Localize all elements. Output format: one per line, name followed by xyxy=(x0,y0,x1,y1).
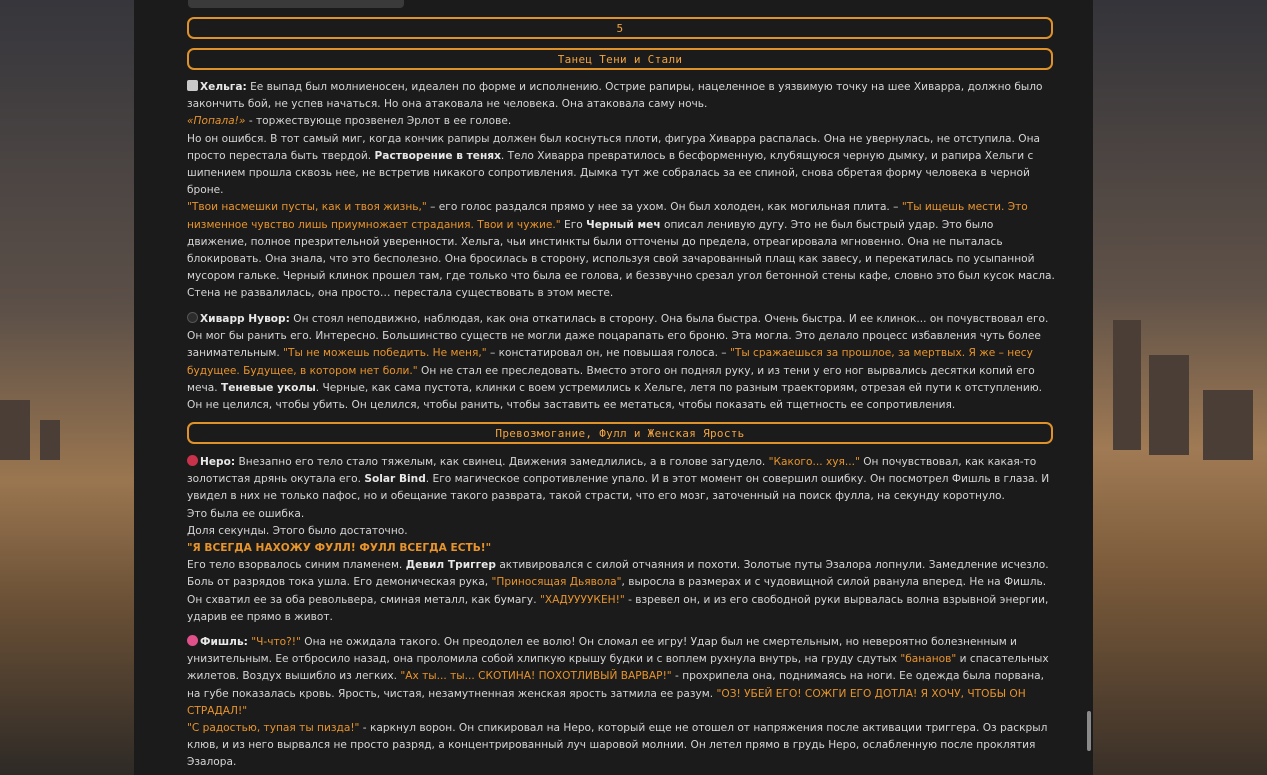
skill-name: Растворение в тенях xyxy=(374,149,501,162)
paragraph xyxy=(187,79,1055,113)
quote: "Ты ищешь мести. Это низменное чувство лишь приумножает страдания. Твои и чужие." xyxy=(187,201,1028,231)
quote: "Ты сражаешься за прошлое, за мертвых. Я же – несу будущее. Будущее, в котором нет боли." xyxy=(187,347,1033,377)
section-number-header xyxy=(187,17,1053,39)
devil-face-icon xyxy=(187,455,198,466)
text: . Черные, как сама пустота, клинки с воем устремились к Хельге, летя по разным траекториям, отрезая ей пути к отступлению. Он не целился, чтобы убить. Он целился, чтобы ранить, чтобы заставить ее метаться, чтобы показать ей тщетность ее сопротивления. xyxy=(187,381,1043,412)
paragraph xyxy=(187,131,1055,200)
text: Он почувствовал, как какая-то золотистая дрянь окутала его. xyxy=(187,456,1037,486)
background-left xyxy=(0,0,134,775)
paragraph xyxy=(187,634,1055,720)
paragraph: Это была ее ошибка. xyxy=(187,507,305,520)
background-rock xyxy=(1203,390,1253,460)
message-block-hivarr xyxy=(187,311,1055,414)
paragraph xyxy=(187,557,1055,626)
message-block-nero xyxy=(187,454,1055,626)
quote: "ХАДУУУУКЕН!" xyxy=(539,593,625,606)
quote: "С радостью, тупая ты пизда!" xyxy=(187,722,360,735)
text: Его тело взорвалось синим пламенем. xyxy=(187,559,406,572)
quote: "Я ВСЕГДА НАХОЖУ ФУЛЛ! ФУЛЛ ВСЕГДА ЕСТЬ!" xyxy=(187,542,492,555)
quote: "Ч-что?!" xyxy=(251,636,301,648)
text: и спасательных жилетов. Воздух вышибло из легких. xyxy=(187,653,1049,683)
section-title: Танец Тени и Стали xyxy=(557,52,683,66)
paragraph xyxy=(187,199,1055,302)
text: – его голос раздался прямо у нее за ухом. Он был холоден, как могильная плита. – xyxy=(426,201,902,214)
paragraph: Доля секунды. Этого было достаточно. xyxy=(187,524,408,537)
paragraph xyxy=(187,113,1055,130)
text: Он стоял неподвижно, наблюдая, как она откатилась в сторону. Она была быстра. Очень быстра. И ее клинок... он почувствовал его. Он мог бы ранить его. Интересно. Большинство существ не могли даже поцарапать его броню. Эта могла. Это делало процесс избавления чуть более занимательным. xyxy=(187,313,1049,360)
text: активировался с силой отчаяния и похоти. Золотые путы Эзалора лопнули. Замедление исчезло. Боль от разрядов тока ушла. Его демоническая рука, xyxy=(187,559,1049,589)
text: Она не ожидала такого. Он преодолел ее волю! Он сломал ее игру! Удар был не смертельным, но невероятно болезненным и унизительным. Ее отбросило назад, она проломила собой хлипкую крышу будки и с воплем рухнула внутрь, на груду сдутых xyxy=(187,636,1017,666)
speaker-name: Неро: xyxy=(200,456,236,468)
quote: "Приносящая Дьявола" xyxy=(491,576,622,589)
background-rock xyxy=(40,420,60,460)
skill-name: Девил Триггер xyxy=(405,559,496,572)
quote: «Попала!» xyxy=(187,115,246,128)
paragraph xyxy=(187,454,1055,506)
paragraph xyxy=(187,540,1055,557)
skill-name: Черный меч xyxy=(586,218,661,231)
text: . Его магическое сопротивление упало. И в этот момент он совершил ошибку. Он посмотрел Фишль в глаза. И увидел в них не только пафос, но и обещание такого разврата, такой страсти, что его мозг, заточенный на поиск фулла, на секунду коротнуло. xyxy=(187,473,1050,503)
text: – констатировал он, не повышая голоса. – xyxy=(486,347,730,360)
pink-hearts-icon xyxy=(187,635,198,646)
quote: "Ах ты... ты... СКОТИНА! ПОХОТЛИВЫЙ ВАРВАР!" xyxy=(400,670,672,683)
text: Он не стал ее преследовать. Вместо этого он поднял руку, и из тени у его ног вырвались десятки копий его меча. xyxy=(187,364,1035,394)
chat-panel xyxy=(134,0,1093,775)
black-circle-icon xyxy=(187,312,198,323)
text: - прохрипела она, поднимаясь на ноги. Ее одежда была порвана, на губе показалась кровь. Ярость, чистая, незамутненная женская ярость затмила ее разум. xyxy=(187,670,1044,700)
background-rock xyxy=(1149,355,1189,455)
text: Внезапно его тело стало тяжелым, как свинец. Движения замедлились, а в голове загудело. xyxy=(235,456,769,468)
section-title-header xyxy=(187,48,1053,70)
message-block-fischl xyxy=(187,634,1055,772)
quote: "Ты не можешь победить. Не меня," xyxy=(283,347,487,360)
section-title: Превозмогание, Фулл и Женская Ярость xyxy=(495,426,745,440)
quote: "Какого... хуя..." xyxy=(768,456,860,468)
speaker-name: Хиварр Нувор: xyxy=(200,313,290,325)
text: Ее выпад был молниеносен, идеален по форме и исполнению. Острие рапиры, нацеленное в уязвимую точку на шее Хиварра, должно было закончить бой, не успев начаться. Но она атаковала не человека. Она атаковала саму ночь. xyxy=(187,81,1043,111)
skill-name: Solar Bind xyxy=(364,473,426,486)
text: Его xyxy=(560,218,587,231)
text: - взревел он, и из его свободной руки вырвалась волна взрывной энергии, ударив ее прямо в живот. xyxy=(187,593,1049,623)
message-block-helga xyxy=(187,79,1055,303)
quote: "ОЗ! УБЕЙ ЕГО! СОЖГИ ЕГО ДОТЛА! Я ХОЧУ, ЧТОБЫ ОН СТРАДАЛ!" xyxy=(187,687,1026,717)
text: Но он ошибся. В тот самый миг, когда кончик рапиры должен был коснуться плоти, фигура Хиварра распалась. Она не увернулась, не отступила. Она просто перестала быть твердой. xyxy=(187,132,1041,162)
scrollbar-thumb[interactable] xyxy=(1087,711,1091,751)
text: описал ленивую дугу. Это не был быстрый удар. Это было движение, полное презрительной уверенности. Хельга, чьи инстинкты были отточены до предела, отреагировала мгновенно. Она не пыталась блокировать. Она знала, что это бесполезно. Она бросилась в сторону, используя свой зачарованный плащ как завесу, и перекатилась по усыпанной мусором гальке. Черный клинок прошел там, где только что была ее голова, и беззвучно срезал угол бетонной стены кафе, словно это был кусок масла. Стена не развалилась, она просто… перестала существовать в этом месте. xyxy=(187,218,1055,300)
paragraph xyxy=(187,720,1055,772)
paragraph xyxy=(187,311,1055,414)
section-title-header-2 xyxy=(187,422,1053,444)
skill-name: Теневые уколы xyxy=(221,381,316,394)
background-right xyxy=(1093,0,1267,775)
quote: "бананов" xyxy=(900,653,957,666)
section-number: 5 xyxy=(616,21,624,35)
text: . Тело Хиварра превратилось в бесформенную, клубящуюся черную дымку, и рапира Хельги с шипением прошла сквозь нее, не встретив никакого сопротивления. Дымка тут же собралась за ее спиной, снова обретая форму человека в черной броне. xyxy=(187,149,1034,197)
text: - каркнул ворон. Он спикировал на Неро, который еще не отошел от напряжения после активации триггера. Оз раскрыл клюв, и из него вырвался не просто разряд, а концентрированный луч шаровой молнии. Он летел прямо в грудь Неро, ослабленную после проклятия Эзалора. xyxy=(187,722,1048,769)
crossed-swords-icon xyxy=(187,80,198,91)
quote: "Твои насмешки пусты, как и твоя жизнь," xyxy=(187,201,427,214)
background-rock xyxy=(0,400,30,460)
text: - торжествующе прозвенел Эрлот в ее голове. xyxy=(245,115,512,128)
top-toolbar-edge[interactable] xyxy=(188,0,404,8)
speaker-name: Хельга: xyxy=(200,81,247,93)
speaker-name: Фишль: xyxy=(200,636,248,648)
background-rock xyxy=(1113,320,1141,450)
text: , выросла в размерах и с чудовищной силой рванула вперед. Не на Фишль. Он схватил ее за оба револьвера, сминая металл, как бумагу. xyxy=(187,576,1047,606)
